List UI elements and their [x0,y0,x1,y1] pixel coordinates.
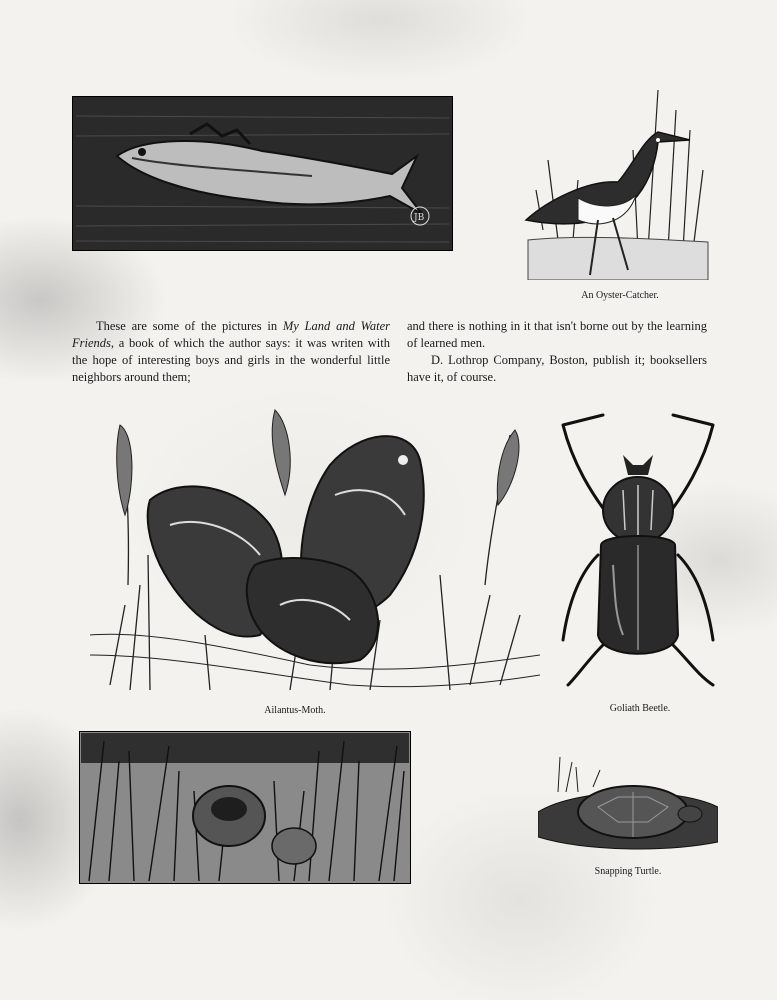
ailantus-moth-engraving [90,405,540,695]
snapping-turtle-engraving [538,752,718,852]
fish-engraving [72,96,453,251]
ailantus-moth-caption: Ailantus-Moth. [264,705,326,716]
goliath-beetle-caption: Goliath Beetle. [609,703,671,714]
text-column-1 [72,318,390,386]
goliath-beetle-engraving [553,405,723,690]
description-text: , a book of which the author says: it was writen with the hope of interesting boys and girls in the wonderful little neighbors around them; [72,336,390,384]
oyster-catcher-engraving [518,70,716,280]
grass-nest-engraving [79,731,411,884]
oyster-catcher-caption: An Oyster-Catcher. [581,290,659,301]
book-title: My Land and Water Friends [72,319,390,350]
text-column-2 [407,318,707,386]
publisher-paragraph: D. Lothrop Company, Boston, publish it; booksellers have it, of course. [407,353,707,384]
intro-text: These are some of the pictures in [96,319,283,333]
snapping-turtle-caption: Snapping Turtle. [594,866,662,877]
continuation-paragraph: and there is nothing in it that isn't borne out by the learning of learned men. [407,319,707,350]
engraver-monogram: JB [414,213,425,223]
